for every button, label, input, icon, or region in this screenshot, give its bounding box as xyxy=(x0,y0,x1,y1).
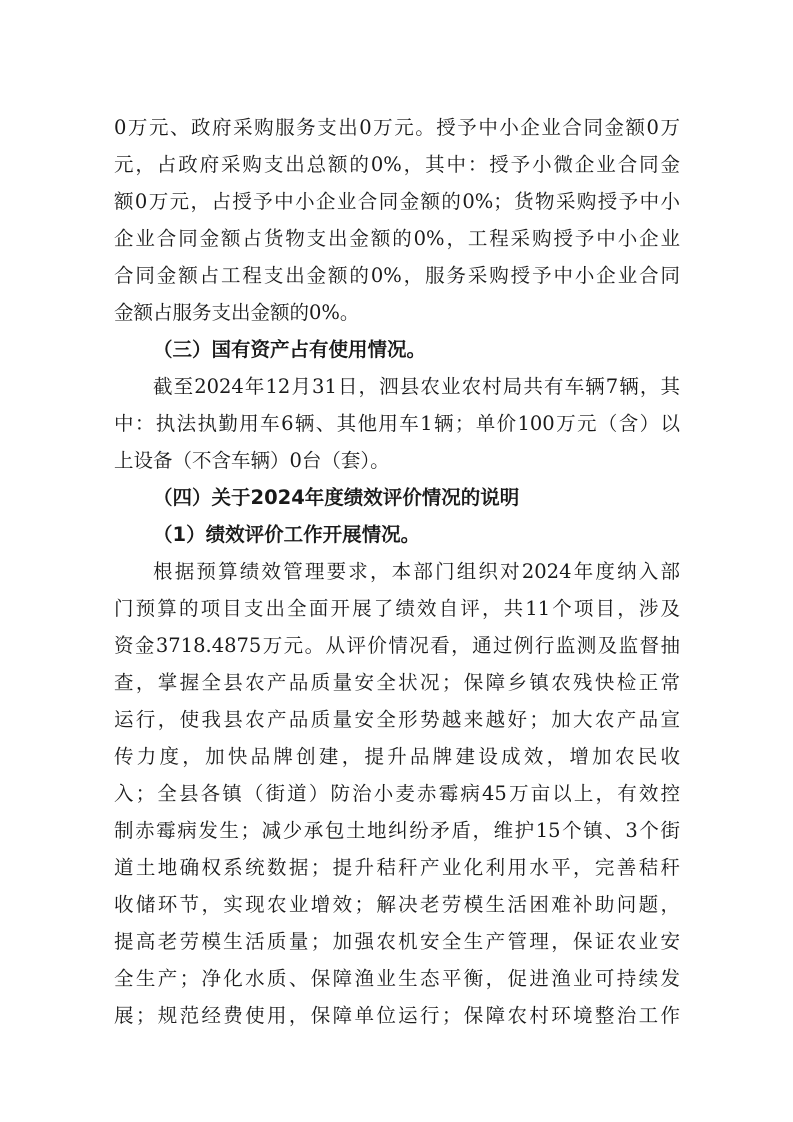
body-text-line: 全生产；净化水质、保障渔业生态平衡，促进渔业可持续发 xyxy=(114,967,680,990)
body-text-line: 门预算的项目支出全面开展了绩效自评，共11个项目，涉及 xyxy=(114,597,680,620)
body-text-line: 展；规范经费使用，保障单位运行；保障农村环境整治工作 xyxy=(114,1004,680,1027)
subsection-heading-1: （1）绩效评价工作开展情况。 xyxy=(153,523,421,546)
body-text-line: 入；全县各镇（街道）防治小麦赤霉病45万亩以上，有效控 xyxy=(114,782,680,805)
body-text-line: 合同金额占工程支出金额的0%，服务采购授予中小企业合同 xyxy=(114,264,680,287)
body-text-line: 资金3718.4875万元。从评价情况看，通过例行监测及监督抽 xyxy=(114,634,680,657)
body-text-line: 收储环节，实现农业增效；解决老劳模生活困难补助问题， xyxy=(114,893,680,916)
section-heading-3: （三）国有资产占有使用情况。 xyxy=(153,338,427,361)
paragraph-first-line: 截至2024年12月31日，泗县农业农村局共有车辆7辆，其 xyxy=(153,375,680,398)
body-text-line: 上设备（不含车辆）0台（套）。 xyxy=(114,449,390,472)
paragraph-first-line: 根据预算绩效管理要求，本部门组织对2024年度纳入部 xyxy=(153,560,680,583)
body-text-line: 提高老劳模生活质量；加强农机安全生产管理，保证农业安 xyxy=(114,930,680,953)
body-text-line: 元，占政府采购支出总额的0%，其中：授予小微企业合同金 xyxy=(114,153,680,176)
body-text-line: 企业合同金额占货物支出金额的0%，工程采购授予中小企业 xyxy=(114,227,680,250)
body-text-line: 制赤霉病发生；减少承包土地纠纷矛盾，维护15个镇、3个街 xyxy=(114,819,680,842)
body-text-line: 道土地确权系统数据；提升秸秆产业化利用水平，完善秸秆 xyxy=(114,856,680,879)
body-text-line: 传力度，加快品牌创建，提升品牌建设成效，增加农民收 xyxy=(114,745,680,768)
body-text-line: 查，掌握全县农产品质量安全状况；保障乡镇农残快检正常 xyxy=(114,671,680,694)
body-text-line: 运行，使我县农产品质量安全形势越来越好；加大农产品宣 xyxy=(114,708,680,731)
body-text-line: 中：执法执勤用车6辆、其他用车1辆；单价100万元（含）以 xyxy=(114,412,680,435)
section-heading-4: （四）关于2024年度绩效评价情况的说明 xyxy=(153,486,520,509)
body-text-line: 额0万元，占授予中小企业合同金额的0%；货物采购授予中小 xyxy=(114,190,680,213)
body-text-line: 金额占服务支出金额的0%。 xyxy=(114,301,360,324)
body-text-line: 0万元、政府采购服务支出0万元。授予中小企业合同金额0万 xyxy=(114,116,680,139)
